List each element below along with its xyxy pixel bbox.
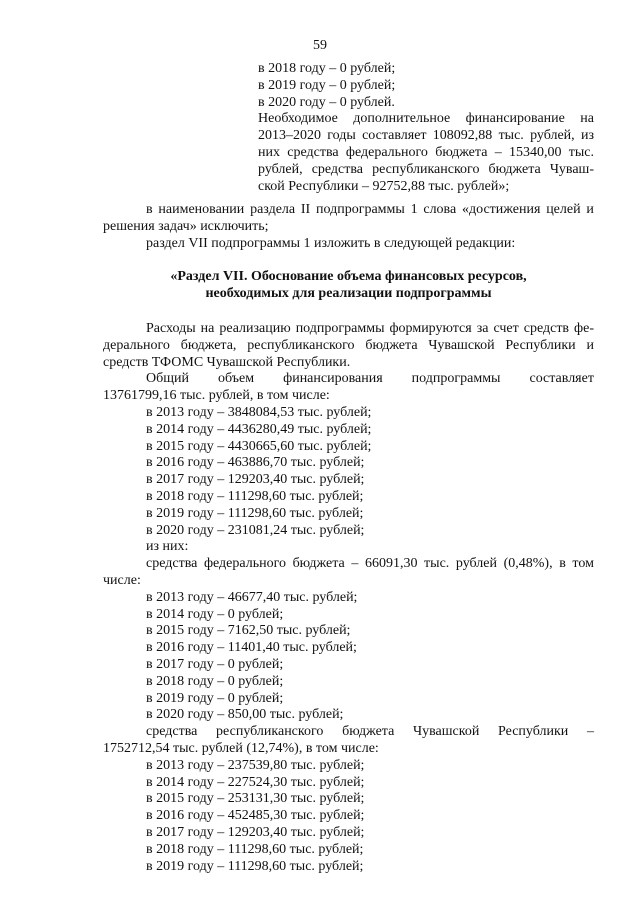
list-item: в 2015 году – 7162,50 тыс. рублей; bbox=[146, 623, 351, 639]
year-line: в 2020 году – 0 рублей. bbox=[258, 94, 395, 110]
word: в bbox=[146, 202, 153, 217]
text-line: 13761799,16 тыс. рублей, в том числе: bbox=[103, 388, 330, 404]
text-line: раздел VII подпрограммы 1 изложить в следующей редакции: bbox=[146, 235, 516, 251]
word: подпрограммы bbox=[316, 202, 405, 217]
list-item: в 2020 году – 231081,24 тыс. рублей; bbox=[146, 522, 365, 538]
word: федерального bbox=[203, 556, 286, 572]
word: составляет bbox=[529, 371, 594, 387]
list-item: в 2014 году – 4436280,49 тыс. рублей; bbox=[146, 421, 372, 437]
word: том bbox=[572, 556, 594, 572]
word: – bbox=[494, 144, 502, 160]
list-item: в 2016 году – 452485,30 тыс. рублей; bbox=[146, 808, 365, 824]
word: тыс. bbox=[568, 144, 594, 160]
word: Чуваш- bbox=[549, 161, 594, 177]
justified-line bbox=[103, 202, 594, 219]
text-line: 1752712,54 тыс. рублей (12,74%), в том числе: bbox=[103, 740, 379, 756]
word: бюджета bbox=[292, 556, 345, 572]
instruction-block bbox=[103, 202, 594, 252]
list-item: в 2017 году – 0 рублей; bbox=[146, 656, 284, 672]
list-item: в 2018 году – 111298,60 тыс. рублей; bbox=[146, 488, 364, 504]
word: бюджета, bbox=[180, 337, 237, 353]
list-item: в 2013 году – 3848084,53 тыс. рублей; bbox=[146, 404, 372, 420]
word: 15340,00 bbox=[508, 144, 562, 160]
word: бюджета bbox=[365, 337, 418, 353]
word: на bbox=[580, 111, 594, 127]
word: подпрограммы bbox=[295, 321, 385, 336]
word: на bbox=[200, 321, 215, 336]
justified-line bbox=[103, 371, 594, 388]
word: Необходимое bbox=[258, 111, 338, 127]
word: целей bbox=[546, 202, 581, 217]
word: и bbox=[586, 202, 594, 217]
word: республиканского bbox=[247, 337, 355, 353]
list-item: в 2014 году – 227524,30 тыс. рублей; bbox=[146, 774, 365, 790]
text-line: из них: bbox=[146, 539, 189, 555]
word: Республики bbox=[505, 337, 576, 353]
body-block bbox=[103, 321, 594, 875]
word: 1 bbox=[410, 202, 418, 217]
republican-years-list bbox=[103, 758, 594, 876]
word: реализацию bbox=[219, 321, 291, 336]
word: наименовании bbox=[158, 202, 245, 217]
word: слова bbox=[423, 202, 457, 217]
word: – bbox=[586, 724, 594, 740]
word: Республики bbox=[498, 724, 569, 740]
year-line: в 2018 году – 0 рублей; bbox=[258, 61, 396, 76]
federal-years-list bbox=[103, 590, 594, 724]
word: за bbox=[476, 321, 489, 336]
word: составляет bbox=[362, 128, 427, 144]
word: бюджета bbox=[488, 161, 541, 177]
text-line: числе: bbox=[103, 572, 141, 588]
word: дополнительное bbox=[353, 111, 451, 127]
top-block bbox=[258, 61, 594, 195]
word: бюджета bbox=[435, 144, 488, 160]
list-item: в 2013 году – 237539,80 тыс. рублей; bbox=[146, 757, 365, 773]
word: тыс. bbox=[498, 128, 524, 144]
word: Чувашской bbox=[413, 724, 480, 740]
heading-line-1: «Раздел VII. Обоснование объема финансовых ресурсов, bbox=[170, 269, 527, 284]
list-item: в 2020 году – 850,00 тыс. рублей; bbox=[146, 707, 344, 723]
word: II bbox=[300, 202, 311, 217]
list-item: в 2017 году – 129203,40 тыс. рублей; bbox=[146, 824, 365, 840]
list-item: в 2018 году – 0 рублей; bbox=[146, 673, 284, 689]
word: них bbox=[258, 144, 280, 160]
justified-line bbox=[258, 145, 594, 162]
list-item: в 2014 году – 0 рублей; bbox=[146, 606, 284, 622]
word: средств bbox=[523, 321, 570, 336]
word: средства bbox=[311, 161, 364, 177]
word: Расходы bbox=[146, 321, 196, 336]
word: рублей bbox=[455, 556, 497, 572]
word: и bbox=[586, 337, 594, 353]
word: средства bbox=[146, 556, 198, 572]
word: рублей, bbox=[530, 128, 575, 144]
page-number: 59 bbox=[313, 38, 327, 53]
word: тыс. bbox=[424, 556, 450, 572]
word: финансирование bbox=[465, 111, 565, 127]
word: из bbox=[580, 128, 594, 144]
section-heading bbox=[103, 269, 594, 303]
word: Общий bbox=[146, 371, 189, 387]
justified-line bbox=[103, 556, 594, 573]
word: 2013–2020 bbox=[258, 128, 321, 144]
word: подпрограммы bbox=[411, 371, 501, 387]
list-item: в 2016 году – 11401,40 тыс. рублей; bbox=[146, 640, 357, 656]
word: средства bbox=[146, 724, 198, 740]
word: счет bbox=[493, 321, 519, 336]
word: 66091,30 bbox=[364, 556, 418, 572]
word: Чувашской bbox=[428, 337, 495, 353]
word: финансирования bbox=[283, 371, 383, 387]
justified-line bbox=[258, 162, 594, 179]
year-line: в 2019 году – 0 рублей; bbox=[258, 77, 396, 93]
word: – bbox=[351, 556, 359, 572]
list-item: в 2017 году – 129203,40 тыс. рублей; bbox=[146, 472, 365, 488]
word: федерального bbox=[345, 144, 428, 160]
list-item: в 2019 году – 111298,60 тыс. рублей; bbox=[146, 858, 364, 874]
word: рублей, bbox=[258, 161, 303, 177]
paragraph-last-line: ской Республики – 92752,88 тыс. рублей»; bbox=[258, 178, 510, 194]
justified-line bbox=[103, 321, 594, 338]
list-item: в 2015 году – 4430665,60 тыс. рублей; bbox=[146, 438, 372, 454]
word: 108092,88 bbox=[432, 128, 493, 144]
word: годы bbox=[327, 128, 356, 144]
total-years-list bbox=[103, 405, 594, 556]
word: республиканского bbox=[372, 161, 480, 177]
justified-line bbox=[103, 338, 594, 355]
word: «достижения bbox=[461, 202, 541, 217]
list-item: в 2013 году – 46677,40 тыс. рублей; bbox=[146, 589, 358, 605]
word: объем bbox=[218, 371, 255, 387]
list-item: в 2018 году – 111298,60 тыс. рублей; bbox=[146, 841, 364, 857]
list-item: в 2015 году – 253131,30 тыс. рублей; bbox=[146, 791, 365, 807]
list-item: в 2019 году – 0 рублей; bbox=[146, 690, 284, 706]
heading-line-2: необходимых для реализации подпрограммы bbox=[205, 285, 492, 301]
text-line: средств ТФОМС Чувашской Республики. bbox=[103, 354, 351, 370]
text-line: решения задач» исключить; bbox=[103, 218, 269, 234]
word: республиканского bbox=[216, 724, 324, 740]
word: раздела bbox=[250, 202, 296, 217]
word: бюджета bbox=[342, 724, 395, 740]
justified-line bbox=[258, 111, 594, 128]
word: дерального bbox=[103, 337, 170, 353]
word: (0,48%), bbox=[503, 556, 553, 572]
justified-line bbox=[258, 128, 594, 145]
word: в bbox=[559, 556, 566, 572]
list-item: в 2019 году – 111298,60 тыс. рублей; bbox=[146, 505, 364, 521]
word: формируются bbox=[389, 321, 472, 336]
word: средства bbox=[287, 144, 339, 160]
word: фе- bbox=[574, 321, 594, 336]
justified-line bbox=[103, 724, 594, 741]
list-item: в 2016 году – 463886,70 тыс. рублей; bbox=[146, 455, 365, 471]
